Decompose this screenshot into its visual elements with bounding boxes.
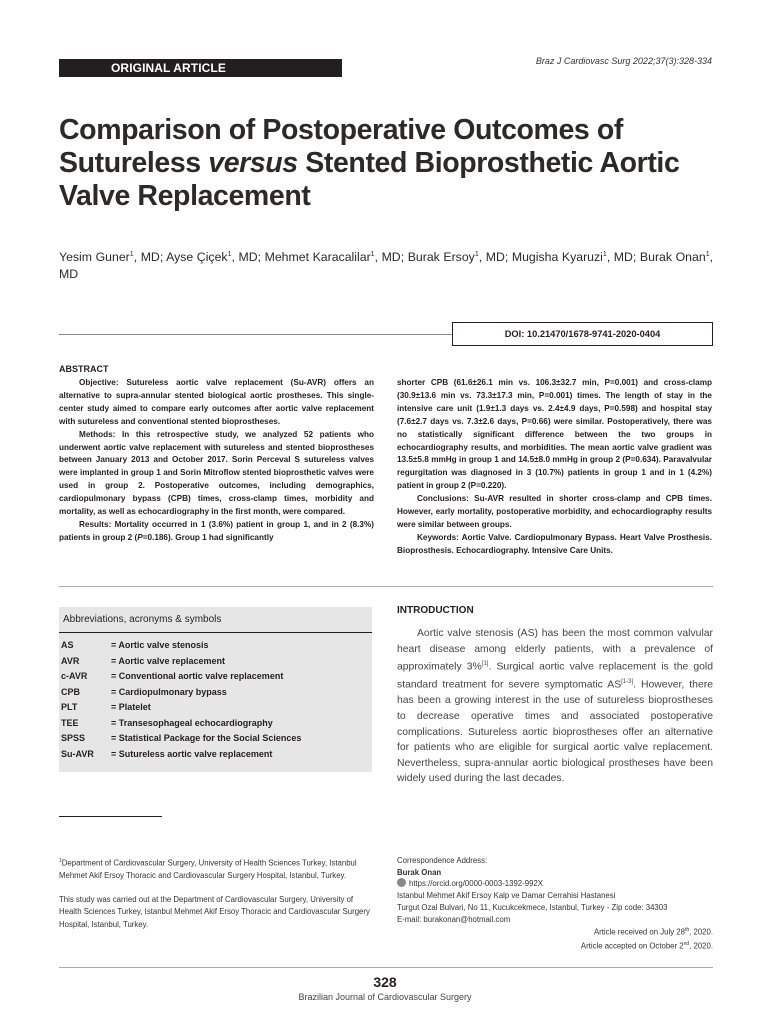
abstract-keywords: Keywords: Aortic Valve. Cardiopulmonary Bypass. Heart Valve Prosthesis. Bioprosthesis. Echocardiography. Intensive Care Units. bbox=[397, 532, 712, 555]
correspondence-address-line: Turgut Ozal Bulvari, No 11, Kucukcekmece, Istanbul, Turkey - Zip code: 34303 bbox=[397, 902, 668, 912]
abbreviations-box: Abbreviations, acronyms & symbols AS = Aortic valve stenosis AVR = Aortic valve replacement c-AVR = Conventional aortic valve replacement CPB = Cardiopulmonary bypass PLT = Platelet TEE = Transesophageal echocardiography SPSS = Statistical Package for the Social Sciences Su-AVR = Sutureless aortic valve replacement bbox=[59, 607, 372, 772]
citation-ref[interactable]: [1-3] bbox=[621, 679, 634, 686]
page-number: 328 bbox=[373, 974, 397, 990]
abstract-methods: Methods: In this retrospective study, we analyzed 52 patients who underwent aortic valve replacement with sutureless and stented bioprostheses between January 2013 and October 2017. Sorin Perceval S sutureless valves were implanted in group 1 and Sorin Mitroflow stented bioprosthetic valves were used in group 2. Postoperative outcomes, including demographics, cardiopulmonary bypass (CPB) times, cross-clamp times, morbidity and mortality, as well as echocardiography in the first month, were compared. bbox=[59, 429, 374, 517]
accepted-date: Article accepted on October 2nd, 2020. bbox=[580, 940, 713, 951]
abstract-right-column bbox=[397, 377, 712, 558]
section-divider bbox=[59, 586, 713, 587]
author: Mugisha Kyaruzi$^1$, MD; bbox=[511, 250, 640, 265]
footnotes bbox=[59, 855, 374, 943]
journal-name: Brazilian Journal of Cardiovascular Surgery bbox=[298, 992, 472, 1002]
author: Mehmet Karacalilar$^1$, MD; bbox=[264, 250, 408, 265]
footnote-rule bbox=[59, 816, 162, 817]
correspondence-address-line: Istanbul Mehmet Akif Ersoy Kalp ve Damar Cerrahisi Hastanesi bbox=[397, 891, 616, 901]
correspondence-email[interactable]: E-mail: burakonan@hotmail.com bbox=[397, 914, 511, 924]
abstract-heading: ABSTRACT bbox=[59, 364, 109, 374]
study-location-footnote: This study was carried out at the Department of Cardiovascular Surgery, University of Health Sciences Turkey, Istanbul Mehmet Akif Ersoy Thoracic and Cardiovascular Surgery Hospital, Istanbul, Turkey. bbox=[59, 895, 370, 929]
introduction-paragraph: Aortic valve stenosis (AS) has been the most common valvular heart disease among elderly patients, with a prevalence of approximately 3%[1]. Surgical aortic valve replacement is the gold standard treatment for severe symptomatic AS[1-3]. However, there has been a growing interest in the use of sutureless bioprostheses to decrease operative times and associated postoperative complications. Sutureless aortic bioprostheses offer an alternative for patients who are eligible for surgical aortic valve replacement. Nevertheless, supra-annular aortic biological prostheses have been widely used during the last decades. bbox=[397, 628, 713, 785]
article-type-banner: ORIGINAL ARTICLE bbox=[59, 59, 342, 77]
author: Burak Ersoy$^1$, MD; bbox=[407, 250, 512, 265]
citation-ref[interactable]: [1] bbox=[481, 661, 489, 668]
abstract-results-continued: shorter CPB (61.6±26.1 min vs. 106.3±32.7 min, P=0.001) and cross-clamp (30.9±13.6 min vs. 73.3±17.3 min, P=0.001) times. The length of stay in the intensive care unit (1.9±1.3 days vs. 2.4±4.9 days, P=0.598) and hospital stay (7.6±2.7 days vs. 7.3±2.6 days, P=0.66) were similar. Postoperatively, there was no statistically significant difference between the two groups in echocardiography results, and morbidities. The mean aortic valve gradient was 13.5±5.8 mmHg in group 1 and 14.5±8.0 mmHg in group 2 (P=0.634). Paravalvular regurgitation was diagnosed in 3 (10.7%) patients in group 1 and in 1 (4.2%) patient in group 2 (P=0.220). bbox=[397, 378, 712, 491]
abstract-left-column bbox=[59, 377, 374, 545]
journal-citation: Braz J Cardiovasc Surg 2022;37(3):328-334 bbox=[535, 56, 712, 66]
author-list bbox=[59, 246, 713, 283]
author: Burak Onan$^1$, MD bbox=[59, 250, 714, 282]
article-title: Comparison of Postoperative Outcomes of Sutureless versus Stented Bioprosthetic Aortic Valve Replacement bbox=[59, 114, 680, 212]
abbreviations-title-rule bbox=[59, 632, 372, 633]
abbreviations-title: Abbreviations, acronyms & symbols bbox=[63, 614, 222, 625]
introduction-heading: INTRODUCTION bbox=[397, 605, 474, 616]
orcid-link[interactable]: https://orcid.org/0000-0003-1392-992X bbox=[397, 878, 713, 890]
doi-link[interactable]: DOI: 10.21470/1678-9741-2020-0404 bbox=[452, 322, 713, 346]
correspondence-block bbox=[397, 855, 713, 952]
author: Ayse Çiçek$^1$, MD; bbox=[166, 250, 265, 265]
correspondence-name: Burak Onan bbox=[397, 867, 442, 877]
correspondence-label: Correspondence Address: bbox=[397, 856, 488, 865]
affiliation-footnote: $^1$Department of Cardiovascular Surgery, University of Health Sciences Turkey, Istanbul Mehmet Akif Ersoy Thoracic and Cardiovascular Surgery Hospital, Istanbul, Turkey. bbox=[59, 858, 357, 880]
received-date: Article received on July 28th, 2020. bbox=[593, 927, 713, 937]
abstract-results-start: Results: Mortality occurred in 1 (3.6%) patient in group 1, and in 2 (8.3%) patients in group 2 (P=0.186). Group 1 had significantly bbox=[59, 519, 374, 542]
abstract-conclusions: Conclusions: Su-AVR resulted in shorter cross-clamp and CPB times. However, early mortality, postoperative morbidity, and echocardiography results were similar between groups. bbox=[397, 494, 712, 529]
orcid-icon bbox=[397, 878, 406, 887]
abstract-objective: Objective: Sutureless aortic valve replacement (Su-AVR) offers an alternative to supra-annular stented biological aortic prostheses. This single-center study aimed to compare early outcomes after aortic valve replacement with sutureless and conventional stented bioprostheses. bbox=[59, 378, 374, 426]
footer-divider bbox=[59, 967, 713, 968]
author: Yesim Guner$^1$, MD; bbox=[59, 250, 167, 265]
